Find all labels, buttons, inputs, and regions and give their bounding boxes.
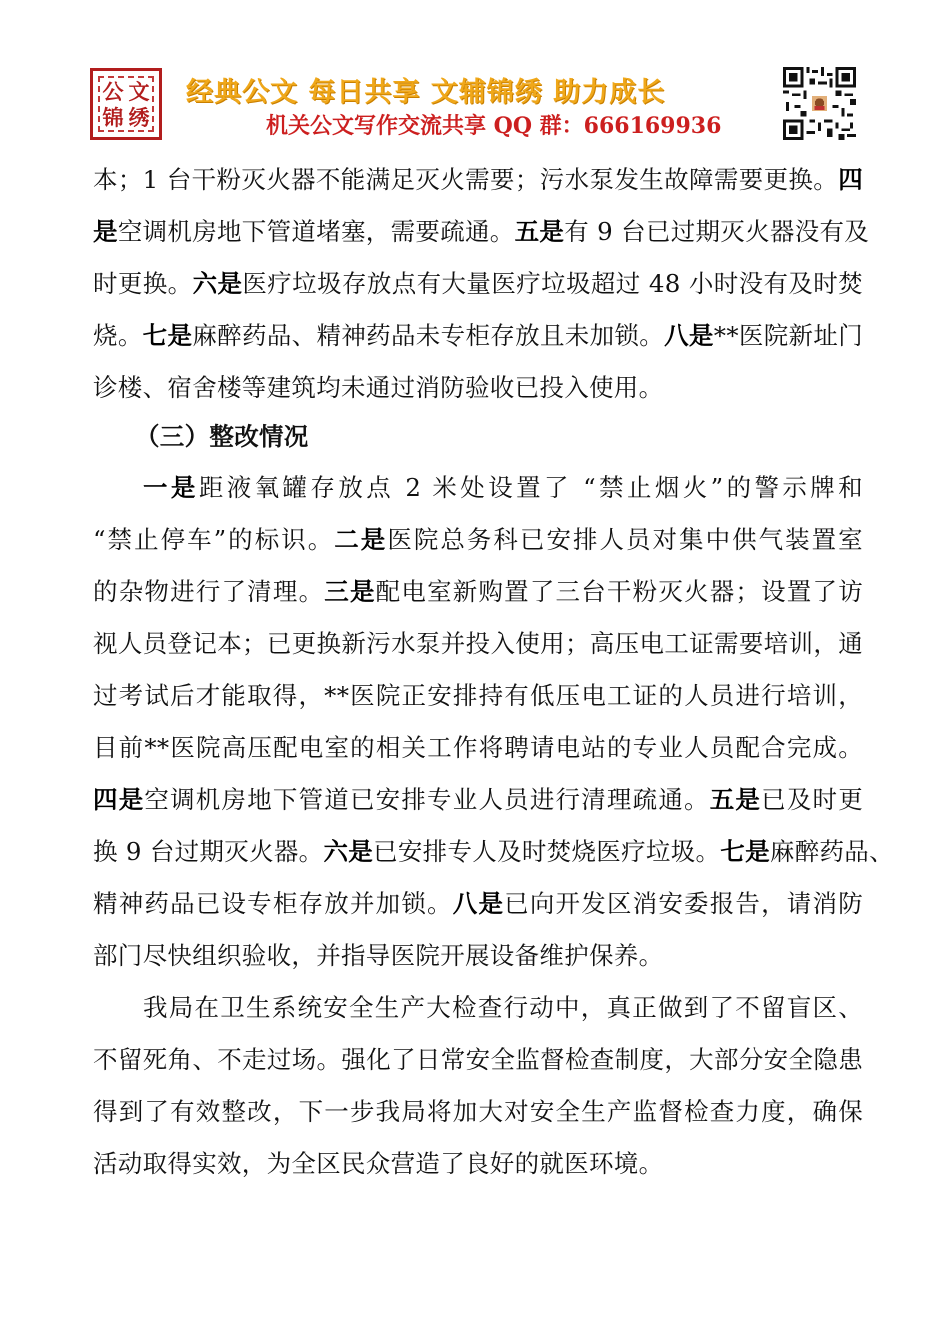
text-line: 诊楼、宿舍楼等建筑均未通过消防验收已投入使用。: [93, 373, 664, 402]
text-line: 是空调机房地下管道堵塞，需要疏通。五是有 9 台已过期灭火器没有及: [93, 217, 870, 246]
text-line: 目前**医院高压配电室的相关工作将聘请电站的专业人员配合完成。: [93, 733, 863, 762]
text-line: 精神药品已设专柜存放并加锁。八是已向开发区消安委报告，请消防: [93, 889, 864, 918]
text-line: 时更换。六是医疗垃圾存放点有大量医疗垃圾超过 48 小时没有及时焚: [93, 269, 863, 298]
qr-code-icon: [783, 67, 856, 140]
text-line: 烧。七是麻醉药品、精神药品未专柜存放且未加锁。八是**医院新址门: [93, 321, 864, 350]
header-slogan: 经典公文 每日共享 文辅锦绣 助力成长: [186, 77, 666, 108]
header-qq-group: 机关公文写作交流共享 QQ 群：666169936: [266, 113, 722, 139]
text-line: “禁止停车”的标识。二是医院总务科已安排人员对集中供气装置室: [93, 525, 863, 554]
text-line: 的杂物进行了清理。三是配电室新购置了三台干粉灭火器；设置了访: [93, 577, 863, 606]
logo-char: 公: [102, 78, 124, 104]
text-line: 我局在卫生系统安全生产大检查行动中，真正做到了不留盲区、: [143, 993, 863, 1022]
text-line: 得到了有效整改，下一步我局将加大对安全生产监督检查力度，确保: [93, 1097, 863, 1126]
logo-char: 文: [128, 78, 150, 104]
logo-char: 锦: [102, 104, 124, 130]
page-header: [86, 64, 861, 144]
text-line: 过考试后才能取得，**医院正安排持有低压电工证的人员进行培训，: [93, 681, 863, 710]
section-heading: （三）整改情况: [135, 422, 309, 451]
logo-char: 绣: [128, 104, 150, 130]
text-line: 换 9 台过期灭火器。六是已安排专人及时焚烧医疗垃圾。七是麻醉药品、: [93, 837, 894, 866]
text-line: 不留死角、不走过场。强化了日常安全监督检查制度，大部分安全隐患: [93, 1045, 863, 1074]
text-line: 四是空调机房地下管道已安排专业人员进行清理疏通。五是已及时更: [93, 785, 864, 814]
text-line: 活动取得实效，为全区民众营造了良好的就医环境。: [93, 1149, 664, 1178]
text-line: 本；1 台干粉灭火器不能满足灭火需要；污水泵发生故障需要更换。四: [93, 165, 863, 194]
text-line: 一是距液氧罐存放点 2 米处设置了 “禁止烟火”的警示牌和: [143, 473, 863, 502]
logo-seal: [90, 68, 162, 140]
text-line: 部门尽快组织验收，并指导医院开展设备维护保养。: [93, 941, 664, 970]
text-line: 视人员登记本；已更换新污水泵并投入使用；高压电工证需要培训，通: [93, 629, 863, 658]
